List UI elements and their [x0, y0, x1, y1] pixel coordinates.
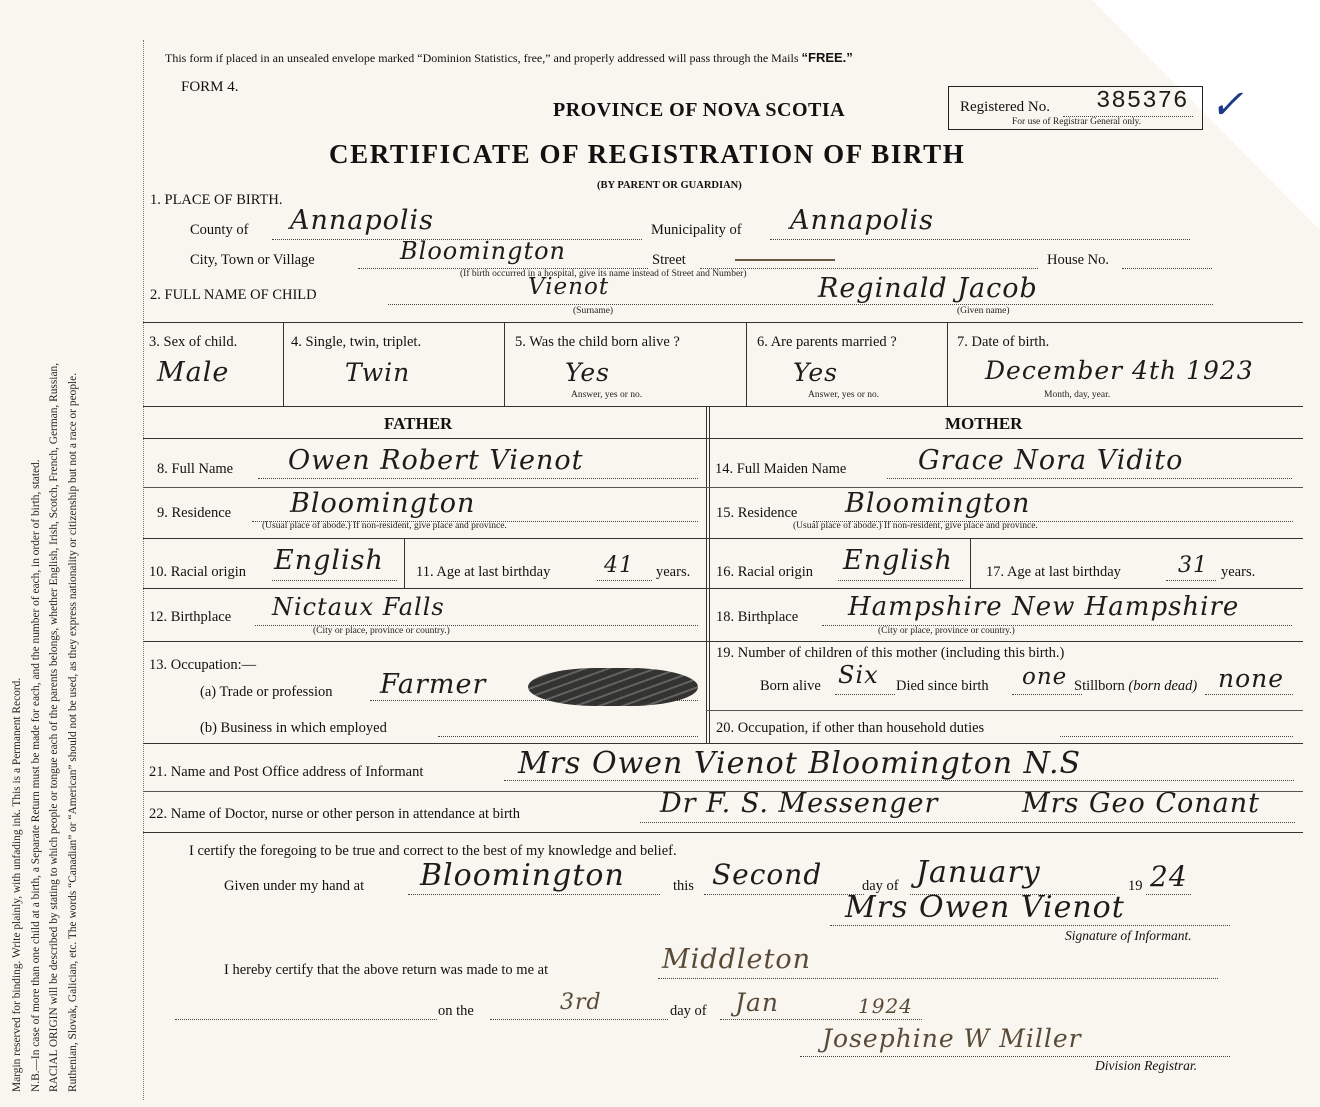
certify-statement: I certify the foregoing to be true and correct to the best of my knowledge and belief.: [189, 843, 677, 859]
registrar-note: For use of Registrar General only.: [1012, 117, 1142, 127]
municipality-label: Municipality of: [651, 222, 742, 238]
city-value: Bloomington: [400, 237, 567, 265]
trade-value: Farmer: [380, 669, 487, 700]
mother-occupation-line: [1060, 736, 1293, 737]
given-name-caption: (Given name): [957, 306, 1010, 316]
stillborn-line: [1205, 694, 1293, 695]
business-label: (b) Business in which employed: [200, 720, 387, 736]
page-subtitle: (BY PARENT OR GUARDIAN): [597, 180, 742, 191]
rule-bottom-details: [143, 406, 1303, 407]
signature-line: [830, 925, 1230, 926]
house-line: [1122, 268, 1212, 269]
children-count-label: 19. Number of children of this mother (including this birth.): [716, 645, 1065, 661]
informant-label: 21. Name and Post Office address of Informant: [149, 764, 424, 780]
day-value: Second: [712, 858, 823, 891]
day-of-label: day of: [862, 878, 899, 894]
informant-signature: Mrs Owen Vienot: [845, 890, 1125, 925]
year-value: 24: [1150, 860, 1188, 893]
county-value: Annapolis: [290, 205, 435, 236]
child-name-line: [388, 304, 1213, 305]
registrar-year-value: 1924: [858, 994, 913, 1018]
page-title: CERTIFICATE OF REGISTRATION OF BIRTH: [329, 139, 966, 169]
mother-age-value: 31: [1178, 553, 1208, 578]
month-value: January: [916, 855, 1041, 890]
born-alive-value: Yes: [565, 358, 610, 387]
mail-note-free: “FREE.”: [801, 50, 853, 65]
father-age-unit: years.: [656, 564, 691, 580]
rule-top-details: [143, 322, 1303, 323]
on-the-label: on the: [438, 1003, 474, 1019]
registrar-place-value: Middleton: [662, 944, 811, 975]
mother-name-line: [887, 478, 1292, 479]
mother-name-label: 14. Full Maiden Name: [715, 461, 847, 477]
parents-married-caption: Answer, yes or no.: [808, 390, 880, 400]
divider-4: [947, 322, 948, 406]
father-racial-divider: [404, 538, 405, 588]
business-line: [438, 736, 698, 737]
mother-birthplace-caption: (City or place, province or country.): [878, 626, 1015, 636]
street-line: [700, 268, 1038, 269]
margin-note-multiple-births: N.B.—In case of more than one child at a birth, a Separate Return must be made for each, and the number of each, in order of birth, stated.: [29, 459, 42, 1092]
mother-name-value: Grace Nora Vidito: [918, 445, 1184, 476]
mother-racial-line: [838, 580, 963, 581]
father-age-line: [597, 580, 652, 581]
mail-note-text: This form if placed in an unsealed envelope marked “Dominion Statistics, free,” and properly addressed will pass through the Mails: [165, 51, 799, 65]
county-label: County of: [190, 222, 249, 238]
doctor-value-1: Dr F. S. Messenger: [660, 788, 939, 819]
surname-value: Vienot: [528, 274, 610, 300]
form-label: FORM 4.: [181, 79, 239, 95]
province-heading: PROVINCE OF NOVA SCOTIA: [553, 99, 846, 121]
mail-note: [165, 50, 853, 66]
father-birthplace-value: Nictaux Falls: [272, 593, 445, 621]
born-alive-count-label: Born alive: [760, 678, 821, 694]
doctor-label: 22. Name of Doctor, nurse or other person in attendance at birth: [149, 806, 521, 822]
registrar-statement: I hereby certify that the above return was made to me at: [224, 962, 549, 978]
father-birthplace-caption: (City or place, province or country.): [313, 626, 450, 636]
registrar-month-value: Jan: [735, 988, 780, 1017]
registrar-place-line: [658, 978, 1218, 979]
municipality-value: Annapolis: [790, 205, 935, 236]
margin-note-racial-origin-cont: Ruthenian, Slovak, Galician, etc. The words “Canadian” or “American” should not be used, as they express nationality or citizenship but not a race or people.: [66, 372, 79, 1092]
stillborn-note: (born dead): [1128, 678, 1198, 694]
check-mark-icon: ✓: [1210, 82, 1245, 128]
rule-informant: [143, 743, 1303, 744]
stillborn-value: none: [1218, 664, 1285, 693]
surname-caption: (Surname): [573, 306, 614, 316]
mother-age-line: [1166, 580, 1216, 581]
plurality-value: Twin: [345, 358, 411, 387]
registrar-signature: Josephine W Miller: [822, 1024, 1082, 1053]
this-label: this: [673, 878, 694, 894]
binding-margin-line: [143, 40, 144, 1100]
father-racial-label: 10. Racial origin: [149, 564, 247, 580]
rule-mother-occupation: [706, 710, 1303, 711]
occupation-label: 13. Occupation:—: [149, 657, 257, 673]
sex-label: 3. Sex of child.: [149, 334, 238, 350]
dob-label: 7. Date of birth.: [957, 334, 1050, 350]
mother-birthplace-value: Hampshire New Hampshire: [848, 592, 1240, 622]
registrar-caption: Division Registrar.: [1095, 1058, 1198, 1073]
informant-value: Mrs Owen Vienot Bloomington N.S: [518, 746, 1082, 781]
parents-married-value: Yes: [793, 358, 838, 387]
mother-birthplace-label: 18. Birthplace: [716, 609, 799, 625]
stillborn-label-text: Stillborn: [1074, 678, 1125, 694]
municipality-line: [770, 239, 1190, 240]
rule-racial: [143, 538, 1303, 539]
given-place-line: [408, 894, 660, 895]
registrar-signature-line: [800, 1056, 1230, 1057]
died-since-birth-value: one: [1022, 664, 1068, 690]
registrar-month-line: [720, 1019, 880, 1020]
plurality-label: 4. Single, twin, triplet.: [291, 334, 422, 350]
stillborn-label: [1074, 678, 1197, 695]
rule-certify: [143, 832, 1303, 833]
city-label: City, Town or Village: [190, 252, 315, 268]
mother-residence-value: Bloomington: [845, 488, 1031, 519]
trade-label: (a) Trade or profession: [200, 684, 333, 700]
father-racial-line: [272, 580, 397, 581]
mother-occupation-label: 20. Occupation, if other than household duties: [716, 720, 985, 736]
given-place-value: Bloomington: [420, 858, 625, 893]
father-residence-label: 9. Residence: [157, 505, 232, 521]
sex-value: Male: [157, 357, 230, 388]
mother-residence-caption: (Usual place of abode.) If non-resident, give place and province.: [793, 521, 1038, 531]
father-residence-value: Bloomington: [290, 488, 476, 519]
child-name-label: 2. FULL NAME OF CHILD: [150, 287, 317, 303]
rule-birthplace: [143, 588, 1303, 589]
margin-note-racial-origin: RACIAL ORIGIN will be described by stating to which people or tongue each of the parents belongs, whether English, Irish, Scotch, French, German, Russian,: [48, 362, 60, 1092]
margin-note-binding: Margin reserved for binding. Write plainly, with unfading ink. This is a Permanent Record.: [11, 677, 23, 1092]
year-line: [1146, 894, 1191, 895]
born-alive-label: 5. Was the child born alive ?: [515, 334, 680, 350]
father-name-label: 8. Full Name: [157, 461, 234, 477]
registrar-day-line: [490, 1019, 668, 1020]
died-since-birth-line: [1012, 694, 1082, 695]
doctor-value-2: Mrs Geo Conant: [1022, 788, 1261, 819]
divider-2: [504, 322, 505, 406]
father-racial-value: English: [274, 545, 384, 576]
born-alive-count-line: [835, 694, 895, 695]
registered-label: Registered No.: [960, 99, 1050, 115]
born-alive-count-value: Six: [838, 661, 879, 689]
margin-instructions: [8, 32, 138, 1092]
father-name-value: Owen Robert Vienot: [288, 445, 584, 476]
street-dash: [735, 259, 835, 261]
year-prefix: 19: [1128, 878, 1143, 894]
hospital-note: (If birth occurred in a hospital, give its name instead of Street and Number): [460, 269, 747, 279]
registrar-year-line: [882, 1019, 922, 1020]
place-of-birth-label: 1. PLACE OF BIRTH.: [150, 192, 283, 208]
rule-parents-head: [143, 438, 1303, 439]
day-line: [704, 894, 864, 895]
street-label: Street: [652, 252, 686, 268]
mother-age-unit: years.: [1221, 564, 1256, 580]
registered-number: 385376: [1096, 88, 1189, 115]
mother-racial-divider: [970, 538, 971, 588]
father-age-value: 41: [604, 553, 634, 578]
mother-heading: MOTHER: [945, 414, 1023, 433]
registrar-day-of-label: day of: [670, 1003, 707, 1019]
parents-divider: [706, 406, 710, 743]
rule-occupation: [143, 641, 1303, 642]
doctor-line: [640, 822, 1295, 823]
divider-3: [746, 322, 747, 406]
dob-value: December 4th 1923: [985, 356, 1254, 385]
father-birthplace-label: 12. Birthplace: [149, 609, 232, 625]
divider-1: [283, 322, 284, 406]
father-heading: FATHER: [384, 414, 453, 433]
father-age-label: 11. Age at last birthday: [416, 564, 551, 580]
mother-racial-value: English: [843, 545, 953, 576]
mother-racial-label: 16. Racial origin: [716, 564, 814, 580]
house-label: House No.: [1047, 252, 1110, 268]
mother-residence-label: 15. Residence: [716, 505, 798, 521]
registrar-day-value: 3rd: [560, 990, 602, 1015]
father-name-line: [258, 478, 698, 479]
registrar-blank-line: [175, 1019, 437, 1020]
given-under-label: Given under my hand at: [224, 878, 365, 894]
father-residence-caption: (Usual place of abode.) If non-resident, give place and province.: [262, 521, 507, 531]
mother-age-label: 17. Age at last birthday: [986, 564, 1121, 580]
born-alive-caption: Answer, yes or no.: [571, 390, 643, 400]
signature-caption: Signature of Informant.: [1065, 928, 1192, 943]
given-name-value: Reginald Jacob: [818, 273, 1038, 304]
died-since-birth-label: Died since birth: [896, 678, 989, 694]
struck-out-scribble: [528, 668, 698, 706]
dob-caption: Month, day, year.: [1044, 390, 1111, 400]
parents-married-label: 6. Are parents married ?: [757, 334, 897, 350]
